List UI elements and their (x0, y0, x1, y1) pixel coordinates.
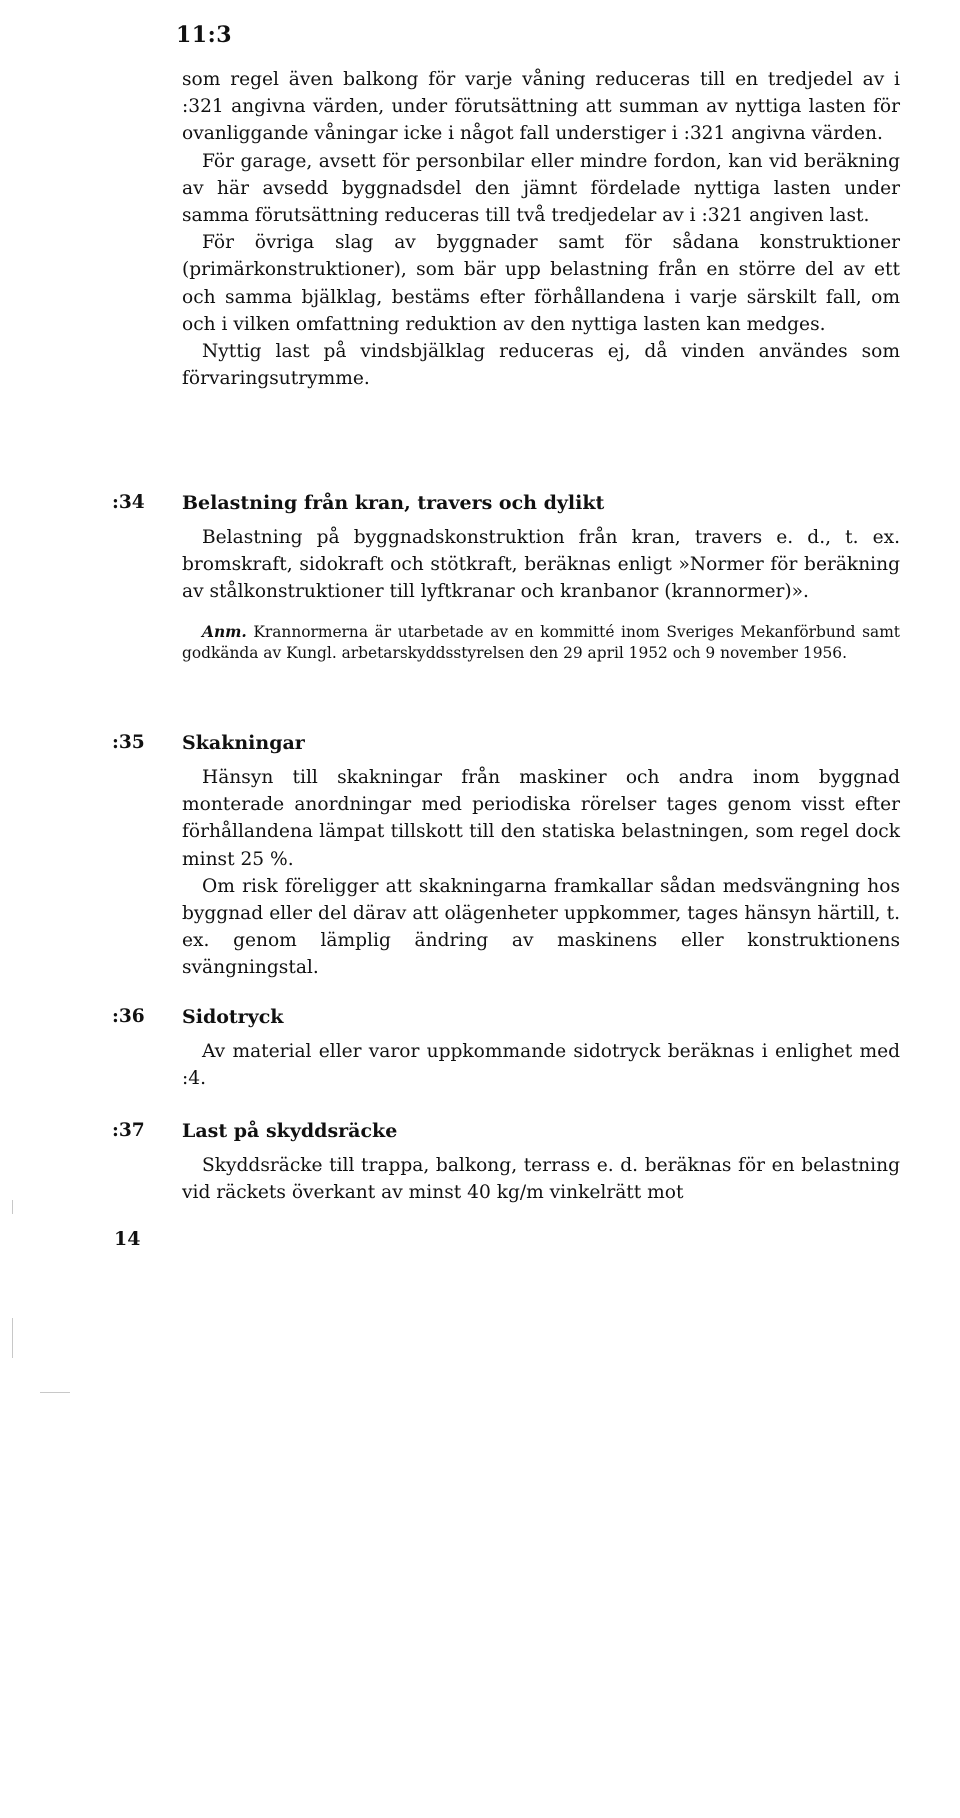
section-heading-36: Sidotryck (182, 1006, 284, 1028)
section-heading-37: Last på skyddsräcke (182, 1120, 398, 1142)
scan-artifact (12, 1318, 13, 1358)
section-number-34: :34 (112, 492, 145, 513)
scan-artifact (40, 1392, 70, 1393)
scan-artifact (12, 1200, 13, 1214)
section-heading-34: Belastning från kran, travers och dylikt (182, 492, 605, 514)
section-heading-35: Skakningar (182, 732, 305, 754)
section-37-paragraph-1: Skyddsräcke till trappa, balkong, terrass e. d. beräknas för en belastning vid räckets överkant av minst 40 kg/m vinkelrätt mot (182, 1155, 900, 1204)
section-body-34 (182, 524, 900, 665)
intro-paragraph-1: som regel även balkong för varje våning reduceras till en tredjedel av i :321 angivna värden, under förutsättning att summan av nyttiga lasten för ovanliggande våningar icke i något fall understiger i :321 angivna värden. (182, 69, 900, 145)
section-body-37 (182, 1152, 900, 1206)
section-34-paragraph-1: Belastning på byggnadskonstruktion från kran, travers e. d., t. ex. bromskraft, sidokraft och stötkraft, beräknas enligt »Normer för beräkning av stålkonstruktioner till lyftkranar och kranbanor (krannormer)». (182, 527, 900, 603)
intro-paragraph-4: Nyttig last på vindsbjälklag reduceras ej, då vinden användes som förvaringsutrymme. (182, 341, 900, 390)
section-body-36 (182, 1038, 900, 1092)
intro-block (182, 66, 900, 392)
section-36-paragraph-1: Av material eller varor uppkommande sidotryck beräknas i enlighet med :4. (182, 1041, 900, 1090)
section-35-paragraph-2: Om risk föreligger att skakningarna framkallar sådan medsvängning hos byggnad eller del därav att olägenheter uppkommer, tages hänsyn härtill, t. ex. genom lämplig ändring av maskinens eller konstruktionens svängningstal. (182, 875, 900, 979)
section-body-35 (182, 764, 900, 982)
note-text: Krannormerna är utarbetade av en kommitté inom Sveriges Mekanförbund samt godkända av Kungl. arbetarskyddsstyrelsen den 29 april 1952 och 9 november 1956. (182, 622, 900, 663)
section-number-36: :36 (112, 1006, 145, 1027)
note-lead: Anm. (202, 622, 247, 641)
section-number-37: :37 (112, 1120, 145, 1141)
section-35-paragraph-1: Hänsyn till skakningar från maskiner och andra inom byggnad monterade anordningar med periodiska rörelser tages genom visst efter förhållandena lämpat tillskott till den statiska belastningen, som regel dock minst 25 %. (182, 767, 900, 870)
page-number: 14 (114, 1228, 141, 1250)
section-number-35: :35 (112, 732, 145, 753)
intro-paragraph-2: För garage, avsett för personbilar eller mindre fordon, kan vid beräkning av här avsedd byggnadsdel den jämnt fördelade nyttiga lasten under samma förutsättning reduceras till två tredjedelar av i :321 angiven last. (182, 150, 900, 227)
section-34-note (182, 622, 900, 665)
section-reference: 11:3 (176, 22, 233, 48)
intro-paragraph-3: För övriga slag av byggnader samt för sådana konstruktioner (primärkonstruktioner), som bär upp belastning från en större del av ett och samma bjälklag, bestäms efter förhållandena i varje särskilt fall, om och i vilken omfattning reduktion av den nyttiga lasten kan medges. (182, 232, 900, 335)
